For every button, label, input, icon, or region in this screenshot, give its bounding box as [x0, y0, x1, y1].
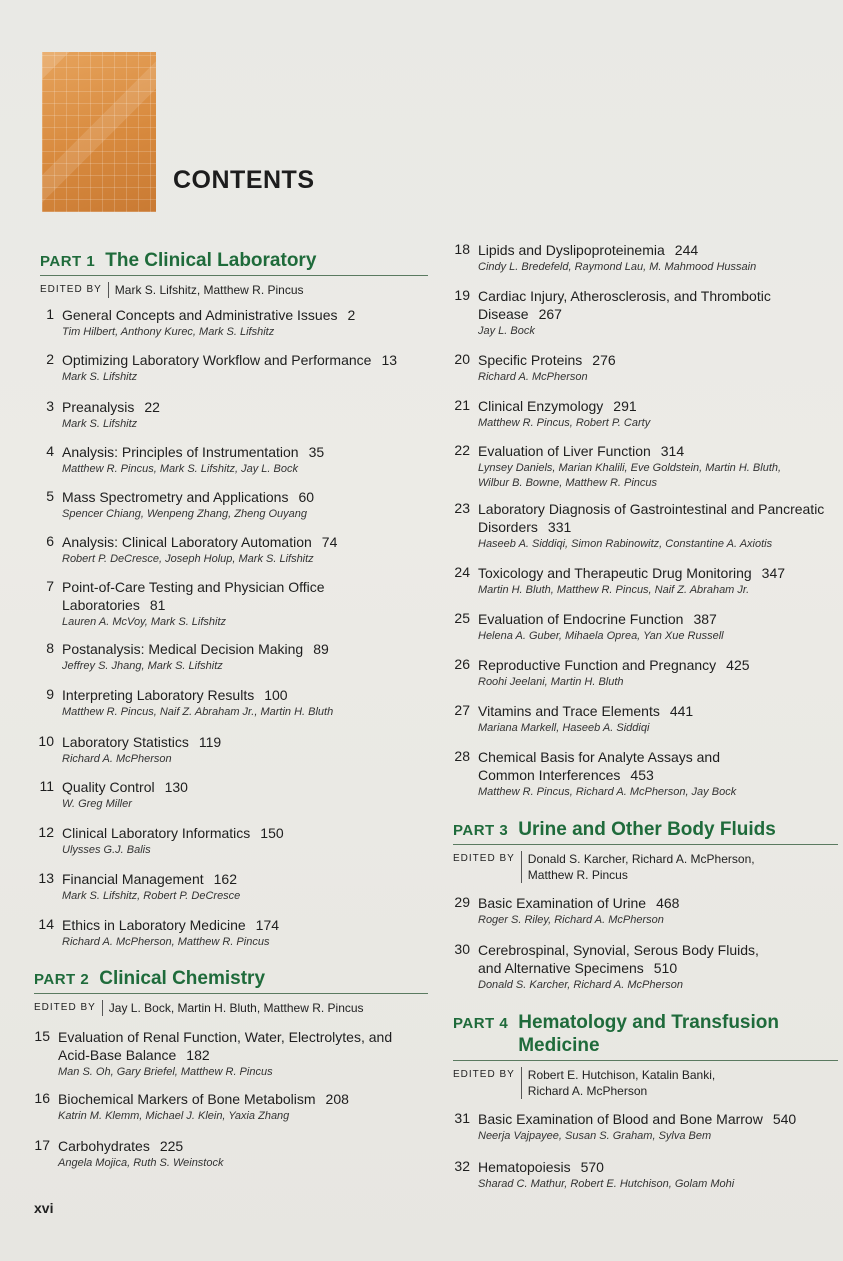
- chapter-authors: Jay L. Bock: [478, 325, 535, 337]
- chapter-number: 31: [454, 1110, 470, 1126]
- chapter-number: 24: [454, 564, 470, 580]
- chapter-number: 16: [34, 1090, 50, 1106]
- chapter-number: 9: [46, 686, 54, 702]
- part-4-editors-line-1: Robert E. Hutchison, Katalin Banki,: [527, 1068, 716, 1082]
- chapter-title: Laboratories: [62, 597, 140, 613]
- chapter-page-number: 208: [325, 1091, 349, 1107]
- chapter-title: Toxicology and Therapeutic Drug Monitoring: [478, 565, 752, 581]
- chapter-authors: W. Greg Miller: [62, 798, 132, 810]
- chapter-page-number: 162: [213, 871, 237, 887]
- chapter-title: Mass Spectrometry and Applications: [62, 489, 289, 505]
- chapter-page-number: 174: [255, 917, 280, 933]
- part-4-rule: [453, 1060, 838, 1061]
- chapter-title: Evaluation of Endocrine Function: [478, 611, 684, 627]
- chapter-page-number: 60: [298, 489, 315, 505]
- part-3-number: PART 3: [453, 822, 509, 839]
- chapter-number: 20: [454, 351, 470, 367]
- edited-by-label: EDITED BY: [34, 1002, 96, 1013]
- chapter-page-number: 347: [761, 565, 786, 581]
- chapter-authors: Richard A. McPherson: [478, 371, 588, 383]
- chapter-number: 6: [46, 533, 54, 549]
- chapter-authors: Martin H. Bluth, Matthew R. Pincus, Naif Z. Abraham Jr.: [478, 584, 750, 596]
- chapter-title: Disorders: [478, 519, 538, 535]
- chapter-title: Basic Examination of Blood and Bone Marrow: [478, 1111, 763, 1127]
- chapter-title: Acid-Base Balance: [58, 1047, 177, 1063]
- chapter-page-number: 314: [660, 443, 685, 459]
- chapter-authors: Roger S. Riley, Richard A. McPherson: [478, 914, 664, 926]
- chapter-authors: Matthew R. Pincus, Naif Z. Abraham Jr., Martin H. Bluth: [62, 706, 334, 718]
- chapter-title: Cerebrospinal, Synovial, Serous Body Fluids,: [478, 942, 759, 958]
- part-2-header: [34, 968, 428, 1016]
- chapter-number: 21: [454, 397, 470, 413]
- chapter-authors: Jeffrey S. Jhang, Mark S. Lifshitz: [62, 660, 223, 672]
- chapter-page-number: 81: [149, 597, 166, 613]
- chapter-title: Point-of-Care Testing and Physician Office: [62, 579, 325, 595]
- chapter-page-number: 291: [613, 398, 637, 414]
- part-3-name: Urine and Other Body Fluids: [518, 819, 776, 840]
- chapter-page-number: 244: [674, 242, 699, 258]
- chapter-title: Financial Management: [62, 871, 204, 887]
- chapter-authors: Roohi Jeelani, Martin H. Bluth: [478, 676, 624, 688]
- chapter-title: Analysis: Principles of Instrumentation: [62, 444, 299, 460]
- chapter-number: 18: [454, 241, 470, 257]
- chapter-number: 13: [38, 870, 54, 886]
- part-4-name-line-1: Hematology and Transfusion: [518, 1012, 779, 1033]
- part-1-header: [40, 250, 428, 298]
- chapter-authors: Haseeb A. Siddiqi, Simon Rabinowitz, Constantine A. Axiotis: [478, 538, 773, 550]
- part-1-number: PART 1: [40, 253, 96, 270]
- chapter-title: Cardiac Injury, Atherosclerosis, and Thrombotic: [478, 288, 771, 304]
- part-4-editors-line-2: Richard A. McPherson: [527, 1084, 648, 1098]
- chapter-authors: Sharad C. Mathur, Robert E. Hutchison, Golam Mohi: [478, 1178, 735, 1190]
- chapter-authors: Matthew R. Pincus, Robert P. Carty: [478, 417, 651, 429]
- part-4-name-line-2: Medicine: [518, 1035, 600, 1056]
- chapter-authors: Matthew R. Pincus, Mark S. Lifshitz, Jay L. Bock: [62, 463, 298, 475]
- part-2-rule: [34, 993, 428, 994]
- chapter-number: 17: [34, 1137, 50, 1153]
- chapter-page-number: 89: [313, 641, 329, 657]
- chapter-title: Optimizing Laboratory Workflow and Performance: [62, 352, 372, 368]
- chapter-title: and Alternative Specimens: [478, 960, 644, 976]
- chapter-number: 8: [46, 640, 54, 656]
- chapter-page-number: 331: [547, 519, 572, 535]
- chapter-page-number: 570: [580, 1159, 604, 1175]
- chapter-page-number: 150: [260, 825, 284, 841]
- chapter-title: Vitamins and Trace Elements: [478, 703, 660, 719]
- part-2-editors: Jay L. Bock, Martin H. Bluth, Matthew R. Pincus: [102, 1000, 364, 1016]
- part-3-editors-line-1: Donald S. Karcher, Richard A. McPherson,: [527, 852, 755, 866]
- page-folio: xvi: [34, 1200, 54, 1216]
- chapter-page-number: 540: [772, 1111, 797, 1127]
- chapter-page-number: 130: [164, 779, 188, 795]
- chapter-number: 5: [46, 488, 54, 504]
- chapter-authors: Angela Mojica, Ruth S. Weinstock: [58, 1157, 224, 1169]
- chapter-number: 28: [454, 748, 470, 764]
- part-3-header: [453, 819, 838, 883]
- chapter-number: 12: [38, 824, 54, 840]
- chapter-authors: Mark S. Lifshitz: [62, 418, 138, 430]
- chapter-number: 26: [454, 656, 470, 672]
- chapter-title: Hematopoiesis: [478, 1159, 571, 1175]
- chapter-number: 32: [454, 1158, 470, 1174]
- chapter-number: 7: [46, 578, 54, 594]
- chapter-page-number: 276: [592, 352, 616, 368]
- chapter-authors: Mariana Markell, Haseeb A. Siddiqi: [478, 722, 650, 734]
- part-2-number: PART 2: [34, 971, 90, 988]
- chapter-page-number: 74: [321, 534, 338, 550]
- edited-by-label: EDITED BY: [453, 853, 515, 864]
- chapter-authors: Tim Hilbert, Anthony Kurec, Mark S. Lifshitz: [62, 326, 275, 338]
- page-title: CONTENTS: [173, 166, 315, 194]
- book-logo-graphic: [42, 52, 156, 212]
- part-4-editors: [521, 1067, 715, 1099]
- chapter-number: 1: [46, 306, 54, 322]
- chapter-page-number: 22: [144, 399, 160, 415]
- chapter-authors: Donald S. Karcher, Richard A. McPherson: [478, 979, 684, 991]
- part-3-editors: [521, 851, 755, 883]
- chapter-title: Specific Proteins: [478, 352, 583, 368]
- chapter-page-number: 425: [726, 657, 750, 673]
- chapter-authors: Man S. Oh, Gary Briefel, Matthew R. Pincus: [58, 1066, 273, 1078]
- chapter-number: 19: [454, 287, 470, 303]
- chapter-number: 11: [39, 778, 54, 794]
- chapter-title: Clinical Laboratory Informatics: [62, 825, 251, 841]
- part-3-editors-line-2: Matthew R. Pincus: [527, 868, 628, 882]
- chapter-page-number: 13: [381, 352, 398, 368]
- chapter-number: 30: [454, 941, 470, 957]
- chapter-number: 25: [454, 610, 470, 626]
- chapter-number: 29: [454, 894, 470, 910]
- part-1-rule: [40, 275, 428, 276]
- chapter-page-number: 2: [347, 307, 356, 323]
- chapter-page-number: 453: [630, 767, 654, 783]
- chapter-authors: Mark S. Lifshitz: [62, 371, 138, 383]
- chapter-authors: Mark S. Lifshitz, Robert P. DeCresce: [62, 890, 241, 902]
- part-4-number: PART 4: [453, 1015, 509, 1032]
- edited-by-label: EDITED BY: [453, 1069, 515, 1080]
- part-4-header: [453, 1011, 838, 1099]
- chapter-title: Basic Examination of Urine: [478, 895, 647, 911]
- chapter-authors: Richard A. McPherson: [62, 753, 172, 765]
- chapter-authors: Lauren A. McVoy, Mark S. Lifshitz: [62, 616, 227, 628]
- chapter-page-number: 35: [308, 444, 325, 460]
- chapter-number: 14: [38, 916, 54, 932]
- chapter-title: Disease: [478, 306, 529, 322]
- chapter-title: Biochemical Markers of Bone Metabolism: [58, 1091, 316, 1107]
- chapter-authors: Spencer Chiang, Wenpeng Zhang, Zheng Ouyang: [62, 508, 308, 520]
- chapter-title: Chemical Basis for Analyte Assays and: [478, 749, 721, 765]
- chapter-authors: Lynsey Daniels, Marian Khalili, Eve Goldstein, Martin H. Bluth,: [478, 462, 782, 474]
- chapter-title: Ethics in Laboratory Medicine: [62, 917, 246, 933]
- chapter-number: 23: [454, 500, 470, 516]
- chapter-title: Quality Control: [62, 779, 155, 795]
- chapter-authors: Robert P. DeCresce, Joseph Holup, Mark S. Lifshitz: [62, 553, 314, 565]
- part-1-name: The Clinical Laboratory: [105, 250, 317, 271]
- chapter-number: 4: [46, 443, 54, 459]
- chapter-page-number: 387: [693, 611, 717, 627]
- chapter-page-number: 510: [653, 960, 678, 976]
- chapter-page-number: 182: [186, 1047, 210, 1063]
- chapter-title: General Concepts and Administrative Issues: [62, 307, 338, 323]
- chapter-number: 15: [34, 1028, 50, 1044]
- chapter-title: Evaluation of Liver Function: [478, 443, 651, 459]
- chapter-title: Analysis: Clinical Laboratory Automation: [62, 534, 312, 550]
- chapter-page-number: 441: [669, 703, 694, 719]
- chapter-title: Reproductive Function and Pregnancy: [478, 657, 717, 673]
- chapter-title: Evaluation of Renal Function, Water, Electrolytes, and: [58, 1029, 393, 1045]
- chapter-number: 2: [46, 351, 54, 367]
- chapter-authors: Richard A. McPherson, Matthew R. Pincus: [62, 936, 270, 948]
- chapter-title: Lipids and Dyslipoproteinemia: [478, 242, 665, 258]
- part-4-name: [518, 1011, 779, 1057]
- chapter-authors: Neerja Vajpayee, Susan S. Graham, Sylva Bem: [478, 1130, 712, 1142]
- chapter-number: 3: [46, 398, 54, 414]
- chapter-authors: Matthew R. Pincus, Richard A. McPherson, Jay Bock: [478, 786, 737, 798]
- chapter-title: Interpreting Laboratory Results: [62, 687, 255, 703]
- chapter-page-number: 267: [538, 306, 562, 322]
- chapter-page-number: 100: [264, 687, 288, 703]
- chapter-number: 22: [454, 442, 470, 458]
- part-3-rule: [453, 844, 838, 845]
- chapter-title: Laboratory Statistics: [62, 734, 189, 750]
- chapter-page-number: 468: [656, 895, 680, 911]
- chapter-title: Clinical Enzymology: [478, 398, 604, 414]
- chapter-authors: Cindy L. Bredefeld, Raymond Lau, M. Mahmood Hussain: [478, 261, 757, 273]
- chapter-authors: Ulysses G.J. Balis: [62, 844, 151, 856]
- chapter-title: Carbohydrates: [58, 1138, 150, 1154]
- chapter-authors: Helena A. Guber, Mihaela Oprea, Yan Xue Russell: [478, 630, 724, 642]
- chapter-number: 27: [454, 702, 470, 718]
- part-2-name: Clinical Chemistry: [99, 968, 266, 989]
- chapter-title: Laboratory Diagnosis of Gastrointestinal and Pancreatic: [478, 501, 825, 517]
- chapter-title: Preanalysis: [62, 399, 135, 415]
- chapter-page-number: 119: [198, 734, 222, 750]
- chapter-page-number: 225: [159, 1138, 184, 1154]
- chapter-title: Postanalysis: Medical Decision Making: [62, 641, 304, 657]
- chapter-title: Common Interferences: [478, 767, 621, 783]
- chapter-number: 10: [38, 733, 54, 749]
- chapter-authors: Katrin M. Klemm, Michael J. Klein, Yaxia Zhang: [58, 1110, 290, 1122]
- edited-by-label: EDITED BY: [40, 284, 102, 295]
- part-1-editors: Mark S. Lifshitz, Matthew R. Pincus: [108, 282, 304, 298]
- chapter-authors: Wilbur B. Bowne, Matthew R. Pincus: [478, 477, 658, 489]
